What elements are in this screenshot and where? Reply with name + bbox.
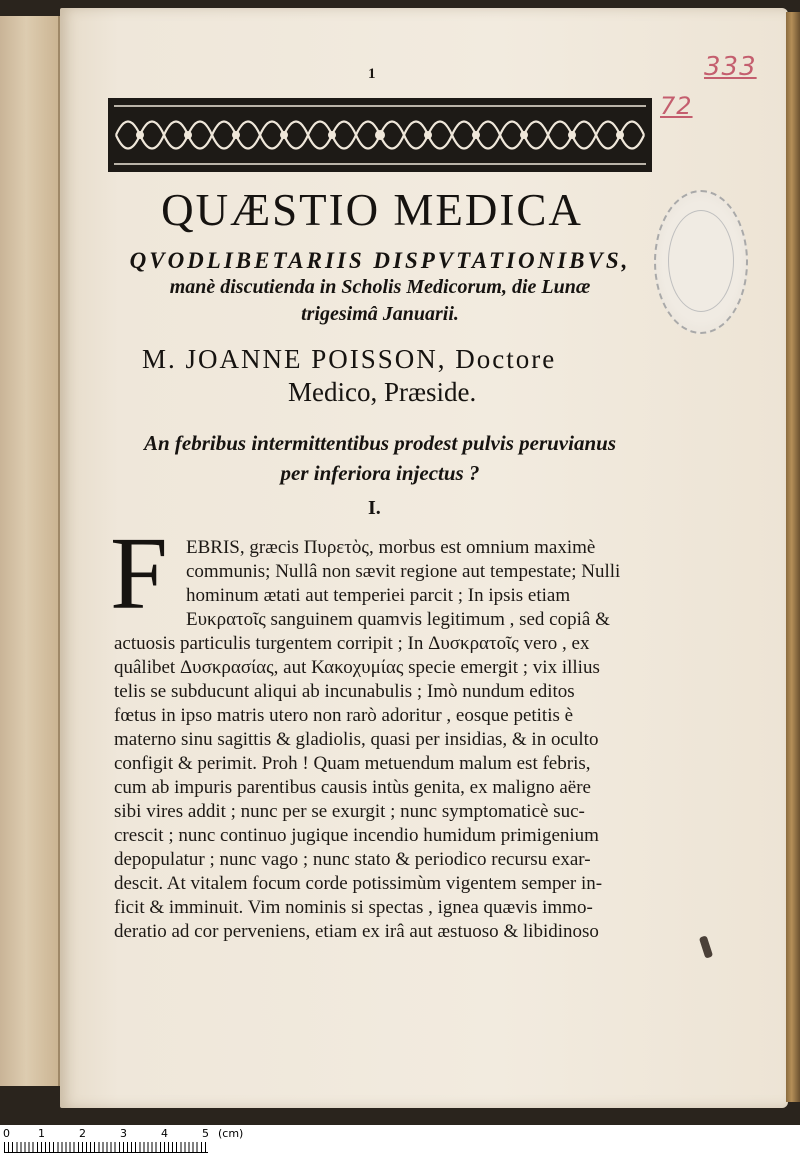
left-page-edge (0, 16, 60, 1086)
body-line: quâlibet Δυσκρασίας, aut Κακοχυμίας specie emergit ; vix illius (114, 657, 600, 678)
body-line: deratio ad cor perveniens, etiam ex irâ aut æstuoso & libidinoso (114, 921, 599, 942)
ornament-pattern (110, 100, 650, 170)
body-line: Ευκρατοῖς sanguinem quamvis legitimum , sed copiâ & (186, 609, 610, 630)
section-number: I. (368, 497, 381, 519)
praeses-line-2: Medico, Præside. (288, 377, 477, 407)
body-line: materno sinu sagittis & gladiolis, quasi per insidias, & in oculto (114, 729, 599, 750)
subtitle-line-1: QVODLIBETARIIS DISPVTATIONIBVS, (129, 248, 631, 273)
scale-bar (0, 1125, 800, 1159)
scale-label-0: 0 (3, 1127, 10, 1140)
drop-cap: F (110, 516, 168, 631)
subtitle-line-2: manè discutienda in Scholis Medicorum, die Lunæ (169, 276, 591, 298)
page-edge-right (786, 12, 800, 1102)
library-stamp-inner-ring (668, 210, 734, 312)
scale-label-1: 1 (38, 1127, 45, 1140)
scale-label-4: 4 (161, 1127, 168, 1140)
body-line: configit & perimit. Proh ! Quam metuendum malum est febris, (114, 753, 591, 774)
praeses-block (120, 344, 640, 408)
body-line: hominum ætati aut temperiei parcit ; In ipsis etiam (186, 585, 571, 606)
question-block (120, 428, 640, 488)
scale-ruler (4, 1142, 208, 1153)
scale-label-2: 2 (79, 1127, 86, 1140)
manuscript-note-72: 72 (660, 92, 693, 120)
body-line: actuosis particulis turgentem corripit ; In Δυσκρατοῖς vero , ex (114, 633, 590, 654)
body-line: crescit ; nunc continuo jugique incendio humidum primigenium (114, 825, 599, 846)
question-line-2: per inferiora injectus ? (280, 461, 480, 485)
scale-label-3: 3 (120, 1127, 127, 1140)
body-line: descit. At vitalem focum corde potissimùm vigentem semper in- (114, 873, 603, 894)
page-title: QUÆSTIO MEDICA (161, 185, 583, 235)
body-line: fœtus in ipso matris utero non rarò adoritur , eosque petitis è (114, 705, 574, 726)
scale-label-5: 5 (202, 1127, 209, 1140)
body-line: telis se subducunt aliqui ab incunabulis ; Imò nundum editos (114, 681, 575, 702)
page-number: 1 (368, 66, 376, 82)
body-line: sibi vires addit ; nunc per se exurgit ; nunc symptomaticè suc- (114, 801, 585, 822)
manuscript-note-333: 333 (704, 52, 757, 82)
subtitle-line-3: trigesimâ Januarii. (301, 303, 459, 325)
praeses-line-1: M. JOANNE POISSON, Doctore (142, 344, 557, 374)
body-line: EBRIS, græcis Πυρετὸς, morbus est omnium maximè (186, 537, 596, 558)
body-line: cum ab impuris parentibus causis intùs genita, ex maligno aëre (114, 777, 591, 798)
ornament-headpiece (108, 98, 652, 172)
question-line-1: An febribus intermittentibus prodest pulvis peruvianus (143, 431, 616, 455)
body-line: communis; Nullâ non sævit regione aut tempestate; Nulli (186, 561, 621, 582)
body-line: depopulatur ; nunc vago ; nunc stato & periodico recursu exar- (114, 849, 591, 870)
body-line: ficit & imminuit. Vim nominis si spectas , ignea quævis immo- (114, 897, 593, 918)
scale-unit: (cm) (218, 1127, 244, 1140)
library-stamp (654, 190, 748, 334)
